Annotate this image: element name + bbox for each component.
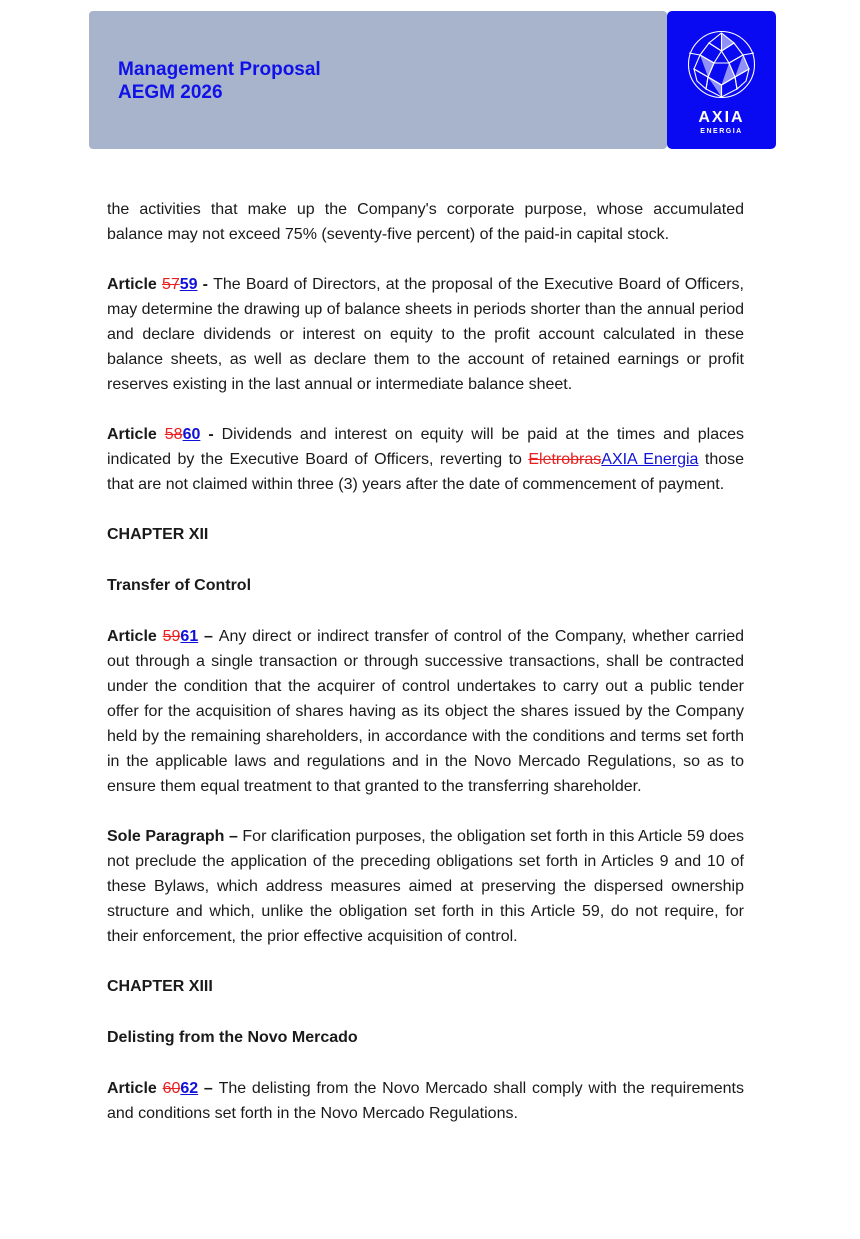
inserted-article-number: 61 bbox=[180, 628, 199, 645]
sole-paragraph-label: Sole Paragraph – bbox=[107, 828, 243, 845]
article-label: Article bbox=[107, 276, 162, 293]
document-body bbox=[107, 197, 744, 1151]
article-label: Article bbox=[107, 1080, 163, 1097]
header-title-line1: Management Proposal bbox=[118, 59, 321, 80]
document-header bbox=[89, 11, 667, 149]
article-separator: - bbox=[197, 276, 214, 293]
inserted-article-number: 59 bbox=[179, 276, 198, 293]
paragraph-continued: the activities that make up the Company's corporate purpose, whose accumulated balance may not exceed 75% (seventy-five percent) of the paid-in capital stock. bbox=[107, 201, 744, 243]
chapter-xiii-heading bbox=[107, 974, 744, 1051]
article-57-paragraph bbox=[107, 272, 744, 397]
article-text-before: Dividends and interest on equity will be paid at the times and places indicated by the Executive Board of Officers, reverting to bbox=[107, 426, 745, 468]
article-text: The Board of Directors, at the proposal of the Executive Board of Officers, may determine the drawing up of balance sheets in periods shorter than the annual period and declare dividends or interest on equity to the profit account calculated in these balance sheets, as well as declare them to the account of retained earnings or profit reserves existing in the last annual or intermediate balance sheet. bbox=[107, 276, 744, 393]
header-title bbox=[118, 58, 321, 104]
chapter-subtitle: Delisting from the Novo Mercado bbox=[107, 1029, 358, 1046]
header-title-line2: AEGM 2026 bbox=[118, 82, 223, 103]
inserted-company-name: AXIA Energia bbox=[601, 451, 699, 468]
article-text: The delisting from the Novo Mercado shall comply with the requirements and conditions set forth in the Novo Mercado Regulations. bbox=[107, 1080, 744, 1122]
chapter-subtitle: Transfer of Control bbox=[107, 577, 252, 594]
article-separator: – bbox=[198, 628, 219, 645]
article-text: Any direct or indirect transfer of control of the Company, whether carried out through a single transaction or through successive transactions, shall be contracted under the condition that the acquirer of control undertakes to carry out a public tender offer for the acquisition of shares having as its object the shares issued by the Company held by the remaining shareholders, in accordance with the conditions and terms set forth in the applicable laws and regulations and in the Novo Mercado Regulations, so as to ensure them equal treatment to that granted to the transferring shareholder. bbox=[107, 628, 745, 795]
deleted-article-number: 59 bbox=[162, 628, 181, 645]
article-text-after: those that are not claimed within three (3) years after the date of commencement of payment. bbox=[107, 451, 745, 493]
logo-wordmark: AXIA bbox=[698, 109, 745, 126]
inserted-article-number: 60 bbox=[182, 426, 201, 443]
axia-logo bbox=[667, 11, 776, 149]
deleted-article-number: 57 bbox=[161, 276, 180, 293]
article-58-paragraph bbox=[107, 422, 744, 497]
sole-paragraph-text: For clarification purposes, the obligation set forth in this Article 59 does not preclude the application of the preceding obligations set forth in Articles 9 and 10 of these Bylaws, which address measures aimed at preserving the dispersed ownership structure and which, unlike the obligation set forth in this Article 59, do not require, for their enforcement, the prior effective acquisition of control. bbox=[107, 828, 744, 945]
article-separator: - bbox=[200, 426, 222, 443]
inserted-article-number: 62 bbox=[180, 1080, 199, 1097]
globe-icon bbox=[686, 29, 757, 100]
deleted-company-name: Eletrobras bbox=[528, 451, 602, 468]
chapter-xii-heading bbox=[107, 522, 744, 599]
article-label: Article bbox=[107, 628, 163, 645]
sole-paragraph bbox=[107, 824, 744, 949]
logo-subtitle: ENERGIA bbox=[700, 128, 743, 135]
article-label: Article bbox=[107, 426, 165, 443]
deleted-article-number: 58 bbox=[164, 426, 183, 443]
article-separator: – bbox=[198, 1080, 219, 1097]
chapter-title: CHAPTER XII bbox=[107, 526, 209, 543]
article-59-paragraph bbox=[107, 624, 744, 799]
deleted-article-number: 60 bbox=[162, 1080, 181, 1097]
chapter-title: CHAPTER XIII bbox=[107, 978, 213, 995]
article-60-paragraph bbox=[107, 1076, 744, 1126]
